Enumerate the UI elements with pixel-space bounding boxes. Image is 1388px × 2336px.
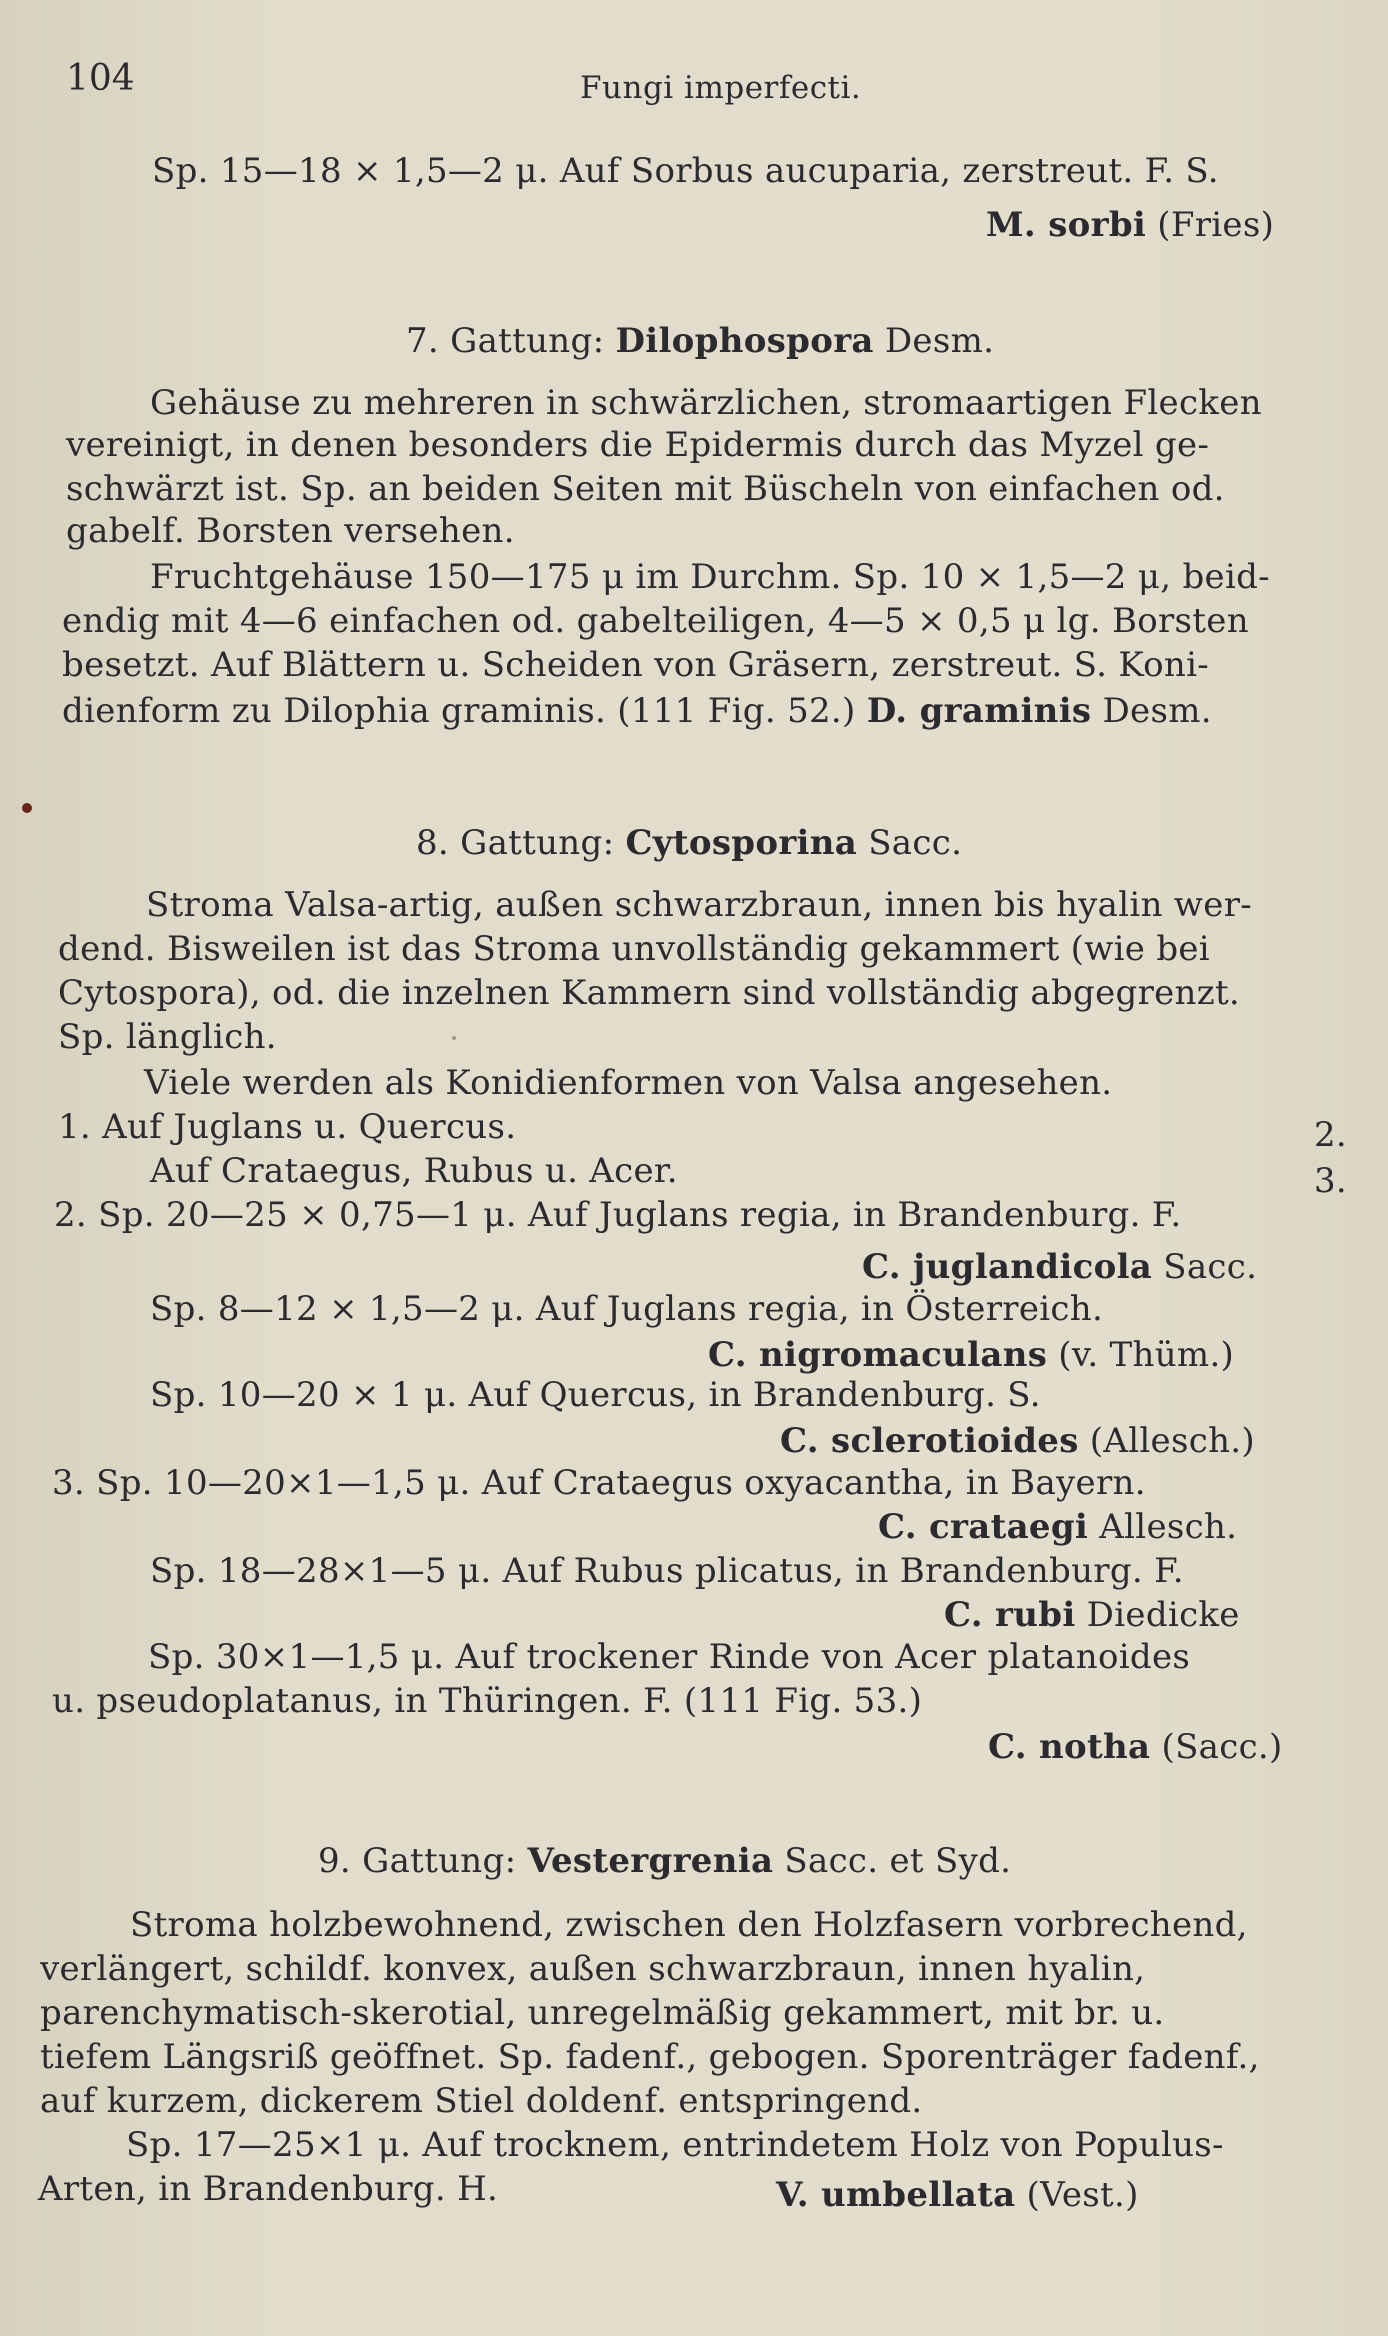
species-line: C. juglandicola Sacc. (862, 1247, 1258, 1287)
species-name: C. sclerotioides (780, 1421, 1079, 1461)
text-line: dend. Bisweilen ist das Stroma unvollständig gekammert (wie bei (58, 929, 1210, 969)
ink-spot (22, 803, 32, 813)
genus-name: Cytosporina (625, 823, 858, 863)
species-name: D. graminis (866, 691, 1092, 731)
text-line: 3. Sp. 10—20×1—1,5 μ. Auf Crataegus oxyacantha, in Bayern. (52, 1463, 1146, 1503)
species-name: M. sorbi (986, 205, 1147, 245)
species-name: C. rubi (944, 1595, 1076, 1635)
species-line: M. sorbi (Fries) (986, 205, 1275, 245)
text-line: tiefem Längsriß geöffnet. Sp. fadenf., gebogen. Sporenträger fadenf., (40, 2037, 1260, 2077)
key-reference: 2. (1314, 1115, 1348, 1155)
text-line: Cytospora), od. die inzelnen Kammern sind vollständig abgegrenzt. (58, 973, 1241, 1013)
species-line: V. umbellata (Vest.) (776, 2175, 1139, 2215)
text-line: Sp. 15—18 × 1,5—2 μ. Auf Sorbus aucuparia, zerstreut. F. S. (152, 151, 1219, 191)
text-line: u. pseudoplatanus, in Thüringen. F. (111 Fig. 53.) (52, 1681, 923, 1721)
text-line: endig mit 4—6 einfachen od. gabelteiligen, 4—5 × 0,5 μ lg. Borsten (62, 601, 1249, 641)
genus-name: Vestergrenia (527, 1841, 774, 1881)
text-line: Sp. länglich. (58, 1017, 277, 1057)
genus-heading: 7. Gattung: Dilophospora Desm. (406, 321, 995, 361)
text-line: auf kurzem, dickerem Stiel doldenf. entspringend. (40, 2081, 923, 2121)
running-title: Fungi imperfecti. (580, 70, 862, 106)
text-line: dienform zu Dilophia graminis. (111 Fig. 52.) D. graminis Desm. (62, 691, 1212, 731)
species-line: C. rubi Diedicke (944, 1595, 1240, 1635)
text-line: verlängert, schildf. konvex, außen schwarzbraun, innen hyalin, (40, 1949, 1146, 1989)
key-line: 1. Auf Juglans u. Quercus. (58, 1107, 517, 1147)
text-line: Arten, in Brandenburg. H. (38, 2169, 499, 2209)
page-number: 104 (66, 58, 135, 99)
species-name: C. nigromaculans (708, 1335, 1048, 1375)
text-line: Stroma holzbewohnend, zwischen den Holzfasern vorbrechend, (130, 1905, 1248, 1945)
text-line: Gehäuse zu mehreren in schwärzlichen, stromaartigen Flecken (150, 383, 1262, 423)
text-line: Sp. 30×1—1,5 μ. Auf trockener Rinde von Acer platanoides (148, 1637, 1191, 1677)
genus-heading: 8. Gattung: Cytosporina Sacc. (416, 823, 963, 863)
species-line: C. sclerotioides (Allesch.) (780, 1421, 1255, 1461)
text-line: vereinigt, in denen besonders die Epidermis durch das Myzel ge- (66, 425, 1210, 465)
species-line: C. nigromaculans (v. Thüm.) (708, 1335, 1235, 1375)
text-line: Viele werden als Konidienformen von Valsa angesehen. (144, 1063, 1113, 1103)
species-line: C. crataegi Allesch. (878, 1507, 1238, 1547)
species-name: C. notha (988, 1727, 1151, 1767)
key-line: Auf Crataegus, Rubus u. Acer. (150, 1151, 678, 1191)
text-line: 2. Sp. 20—25 × 0,75—1 μ. Auf Juglans regia, in Brandenburg. F. (54, 1195, 1182, 1235)
text-line: besetzt. Auf Blättern u. Scheiden von Gräsern, zerstreut. S. Koni- (62, 645, 1210, 685)
text-line: parenchymatisch-skerotial, unregelmäßig gekammert, mit br. u. (40, 1993, 1165, 2033)
genus-name: Dilophospora (615, 321, 874, 361)
text-line: Sp. 10—20 × 1 μ. Auf Quercus, in Brandenburg. S. (150, 1375, 1041, 1415)
text-line: schwärzt ist. Sp. an beiden Seiten mit Büscheln von einfachen od. (66, 469, 1225, 509)
key-reference: 3. (1314, 1161, 1348, 1201)
text-line: gabelf. Borsten versehen. (66, 511, 515, 551)
species-name: V. umbellata (776, 2175, 1016, 2215)
genus-heading: 9. Gattung: Vestergrenia Sacc. et Syd. (318, 1841, 1012, 1881)
paper-speck (452, 1036, 456, 1040)
text-line: Sp. 17—25×1 μ. Auf trocknem, entrindetem Holz von Populus- (126, 2125, 1224, 2165)
text-line: Fruchtgehäuse 150—175 μ im Durchm. Sp. 10 × 1,5—2 μ, beid- (150, 557, 1270, 597)
species-name: C. juglandicola (862, 1247, 1153, 1287)
text-line: Sp. 18—28×1—5 μ. Auf Rubus plicatus, in Brandenburg. F. (150, 1551, 1184, 1591)
text-line: Sp. 8—12 × 1,5—2 μ. Auf Juglans regia, in Österreich. (150, 1289, 1104, 1329)
text-line: Stroma Valsa-artig, außen schwarzbraun, innen bis hyalin wer- (146, 885, 1253, 925)
species-name: C. crataegi (878, 1507, 1089, 1547)
species-line: C. notha (Sacc.) (988, 1727, 1283, 1767)
